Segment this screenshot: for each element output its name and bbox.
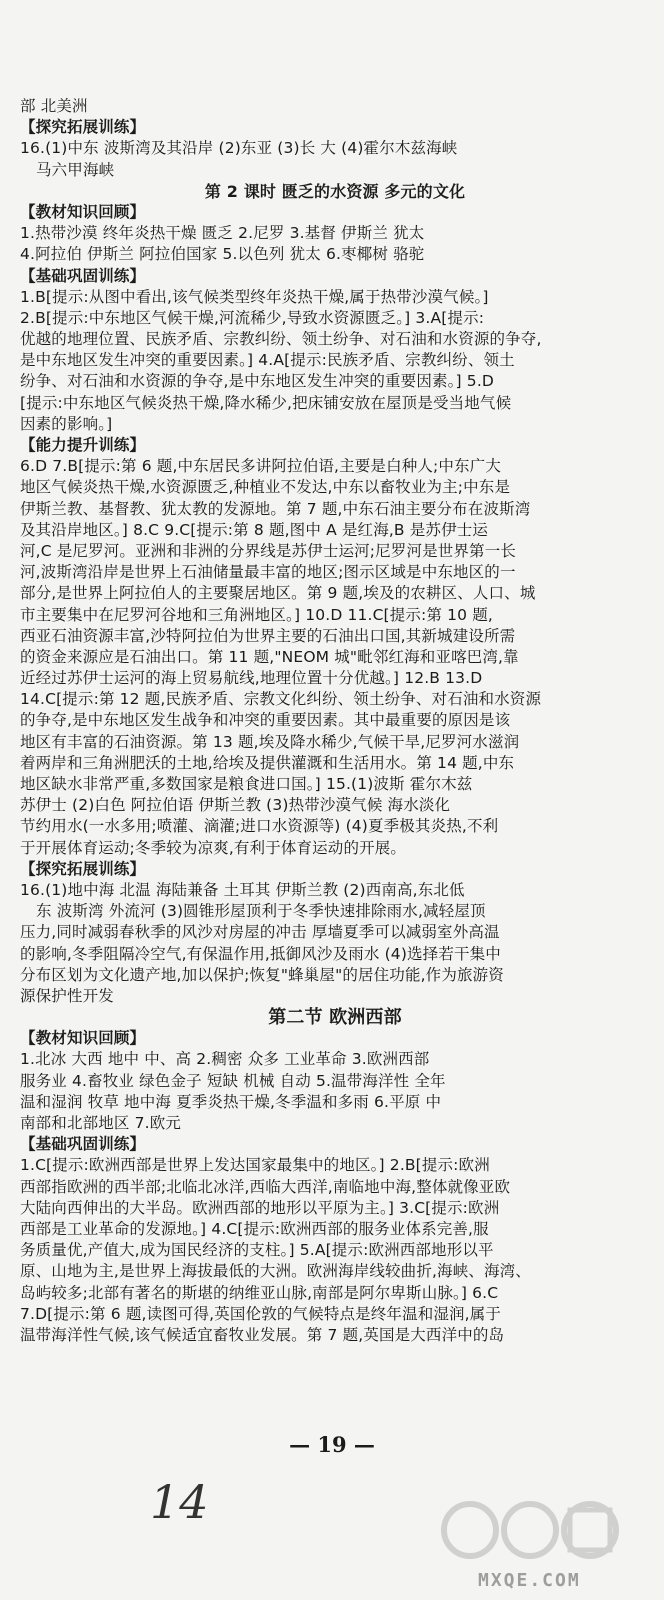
section-heading: 【探究拓展训练】 (20, 118, 146, 137)
text-line: 着两岸和三角洲肥沃的土地,给埃及提供灌溉和生活用水。第 14 题,中东 (20, 753, 515, 772)
handwritten-note: 14 (150, 1475, 209, 1529)
text-line: 1.C[提示:欧洲西部是世界上发达国家最集中的地区。] 2.B[提示:欧洲 (20, 1156, 490, 1175)
text-line: 温和湿润 牧草 地中海 夏季炎热干燥,冬季温和多雨 6.平原 中 (20, 1092, 442, 1111)
answer-content (20, 96, 650, 1346)
text-line: 近经过苏伊士运河的海上贸易航线,地理位置十分优越。] 12.B 13.D (20, 669, 483, 688)
text-line: 岛屿较多;北部有著名的斯堪的纳维亚山脉,南部是阿尔卑斯山脉。] 6.C (20, 1283, 499, 1302)
text-line: 马六甲海峡 (36, 160, 115, 179)
text-line: 河,波斯湾沿岸是世界上石油储量最丰富的地区;图示区域是中东地区的一 (20, 563, 516, 582)
section-heading: 【教材知识回顾】 (20, 202, 146, 221)
text-line: 地区有丰富的石油资源。第 13 题,埃及降水稀少,气候干旱,尼罗河水滋润 (20, 732, 520, 751)
page-number: — 19 — (289, 1432, 375, 1457)
lesson-title: 第 2 课时 匮乏的水资源 多元的文化 (204, 181, 466, 201)
text-line: 1.热带沙漠 终年炎热干燥 匮乏 2.尼罗 3.基督 伊斯兰 犹太 (20, 224, 425, 243)
text-line: 16.(1)地中海 北温 海陆兼备 土耳其 伊斯兰教 (2)西南高,东北低 (20, 880, 465, 899)
text-line: 6.D 7.B[提示:第 6 题,中东居民多讲阿拉伯语,主要是白种人;中东广大 (20, 457, 501, 476)
text-line: 南部和北部地区 7.欧元 (20, 1114, 182, 1132)
text-line: 温带海洋性气候,该气候适宜畜牧业发展。第 7 题,英国是大西洋中的岛 (20, 1325, 505, 1344)
text-line: 务质量优,产值大,成为国民经济的支柱。] 5.A[提示:欧洲西部地形以平 (20, 1241, 494, 1260)
text-line: 节约用水(一水多用;喷灌、滴灌;进口水资源等) (4)夏季极其炎热,不利 (20, 817, 499, 836)
text-line: 部分,是世界上阿拉伯人的主要聚居地区。第 9 题,埃及的农耕区、人口、城 (20, 584, 536, 603)
text-line: 西部是工业革命的发源地。] 4.C[提示:欧洲西部的服务业体系完善,服 (20, 1219, 489, 1238)
text-line: 压力,同时减弱春秋季的风沙对房屋的冲击 厚墙夏季可以减弱室外高温 (20, 923, 500, 942)
text-line: 伊斯兰教、基督教、犹太教的发源地。第 7 题,中东石油主要分布在波斯湾 (20, 499, 531, 518)
text-line: 及其沿岸地区。] 8.C 9.C[提示:第 8 题,图中 A 是红海,B 是苏伊士运 (20, 520, 489, 539)
section-heading: 【教材知识回顾】 (20, 1029, 146, 1048)
text-line: 因素的影响。] (20, 414, 113, 433)
text-line: 源保护性开发 (20, 986, 114, 1005)
text-line: 的争夺,是中东地区发生战争和冲突的重要因素。其中最重要的原因是该 (20, 711, 511, 730)
text-line: 地区气候炎热干燥,水资源匮乏,种植业不发达,中东以畜牧业为主;中东是 (20, 478, 511, 497)
text-line: 于开展体育运动;冬季较为凉爽,有利于体育运动的开展。 (20, 838, 407, 857)
text-line: [提示:中东地区气候炎热干燥,降水稀少,把床铺安放在屋顶是受当地气候 (20, 393, 512, 412)
text-line: 市主要集中在尼罗河谷地和三角洲地区。] 10.D 11.C[提示:第 10 题, (20, 605, 493, 624)
text-line: 纷争、对石油和水资源的争夺,是中东地区发生冲突的重要因素。] 5.D (20, 372, 494, 391)
text-line: 部 北美洲 (20, 97, 88, 115)
text-line: 1.B[提示:从图中看出,该气候类型终年炎热干燥,属于热带沙漠气候。] (20, 287, 489, 306)
section-heading: 【能力提升训练】 (20, 436, 146, 454)
text-line: 东 波斯湾 外流河 (3)圆锥形屋顶利于冬季快速排除雨水,减轻屋顶 (36, 902, 486, 921)
text-line: 原、山地为主,是世界上海拔最低的大洲。欧洲海岸线较曲折,海峡、海湾、 (20, 1262, 531, 1281)
watermark-text: MXQE.COM (478, 1570, 581, 1591)
text-line: 分布区划为文化遗产地,加以保护;恢复"蜂巢屋"的居住功能,作为旅游资 (20, 965, 504, 984)
section-heading: 【基础巩固训练】 (20, 1135, 146, 1154)
text-line: 4.阿拉伯 伊斯兰 阿拉伯国家 5.以色列 犹太 6.枣椰树 骆驼 (20, 245, 425, 264)
text-line: 14.C[提示:第 12 题,民族矛盾、宗教文化纠纷、领土纷争、对石油和水资源 (20, 690, 542, 709)
text-line: 大陆向西伸出的大半岛。欧洲西部的地形以平原为主。] 3.C[提示:欧洲 (20, 1198, 500, 1217)
text-line: 是中东地区发生冲突的重要因素。] 4.A[提示:民族矛盾、宗教纠纷、领土 (20, 351, 515, 370)
text-line: 1.北冰 大西 地中 中、高 2.稠密 众多 工业革命 3.欧洲西部 (20, 1050, 430, 1069)
text-line: 西亚石油资源丰富,沙特阿拉伯为世界主要的石油出口国,其新城建设所需 (20, 626, 516, 645)
text-line: 服务业 4.畜牧业 绿色金子 短缺 机械 自动 5.温带海洋性 全年 (20, 1071, 446, 1090)
lesson-title: 第二节 欧洲西部 (268, 1007, 402, 1029)
text-line: 优越的地理位置、民族矛盾、宗教纠纷、领土纷争、对石油和水资源的争夺, (20, 330, 542, 349)
text-line: 2.B[提示:中东地区气候干燥,河流稀少,导致水资源匮乏。] 3.A[提示: (20, 308, 485, 327)
section-heading: 【探究拓展训练】 (20, 859, 146, 878)
text-line: 西部指欧洲的西半部;北临北冰洋,西临大西洋,南临地中海,整体就像亚欧 (20, 1177, 511, 1196)
section-heading: 【基础巩固训练】 (20, 266, 146, 285)
text-line: 苏伊士 (2)白色 阿拉伯语 伊斯兰教 (3)热带沙漠气候 海水淡化 (20, 796, 451, 815)
text-line: 地区缺水非常严重,多数国家是粮食进口国。] 15.(1)波斯 霍尔木兹 (20, 775, 473, 793)
text-line: 16.(1)中东 波斯湾及其沿岸 (2)东亚 (3)长 大 (4)霍尔木兹海峡 (20, 139, 458, 158)
text-line: 河,C 是尼罗河。亚洲和非洲的分界线是苏伊士运河;尼罗河是世界第一长 (20, 541, 517, 560)
text-line: 7.D[提示:第 6 题,读图可得,英国伦敦的气候特点是终年温和湿润,属于 (20, 1304, 502, 1323)
text-line: 的资金来源应是石油出口。第 11 题,"NEOM 城"毗邻红海和亚喀巴湾,靠 (20, 647, 519, 666)
text-line: 的影响,冬季阻隔冷空气,有保温作用,抵御风沙及雨水 (4)选择若干集中 (20, 944, 501, 963)
